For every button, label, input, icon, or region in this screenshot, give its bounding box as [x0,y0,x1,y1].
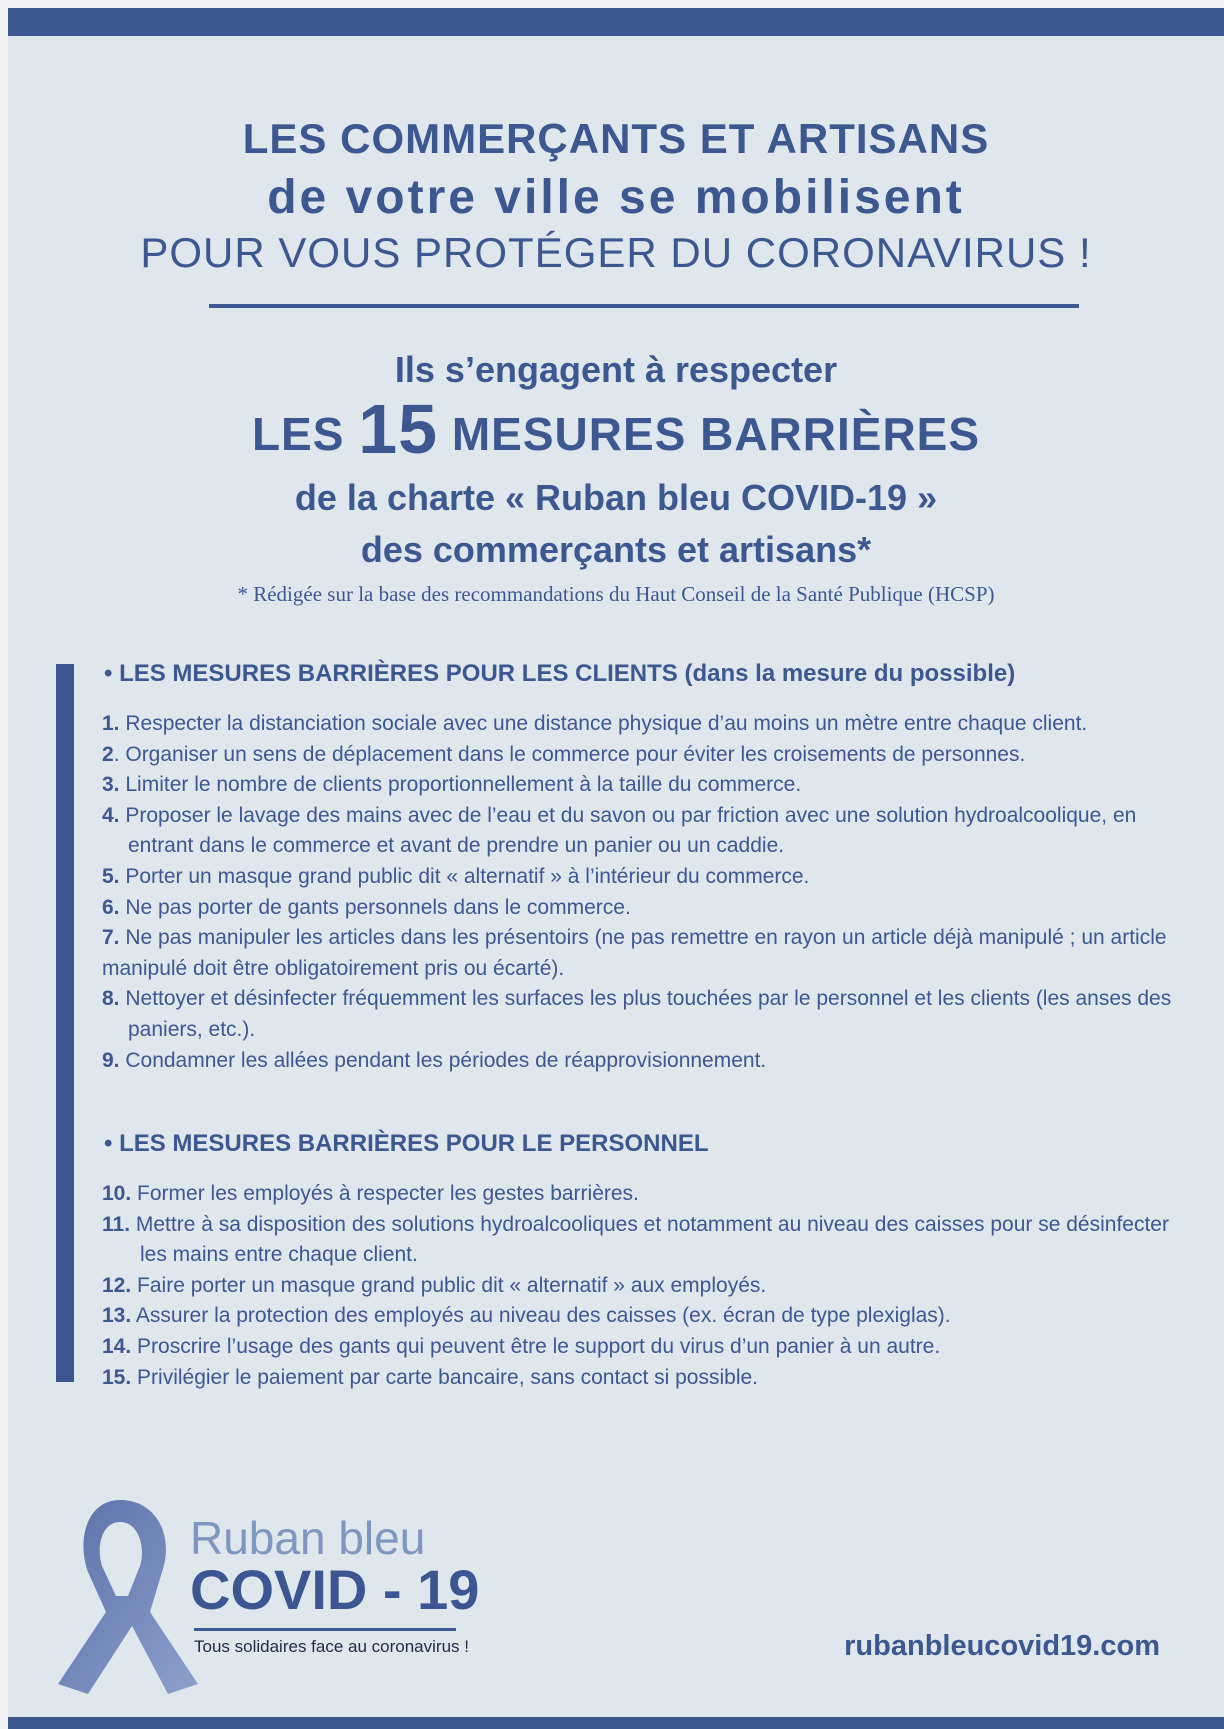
headline-line-3: POUR VOUS PROTÉGER DU CORONAVIRUS ! [140,229,1092,276]
list-item: 8. Nettoyer et désinfecter fréquemment les surfaces les plus touchées par le personnel et les clients (les anses des paniers, etc.). [102,987,1172,1041]
list-item: 14. Proscrire l’usage des gants qui peuvent être le support du virus d’un panier à un autre. [102,1334,941,1358]
list-item: 3. Limiter le nombre de clients proportionnellement à la taille du commerce. [102,773,802,797]
subheadline-suffix: MESURES BARRIÈRES [451,408,981,460]
logo-tagline: Tous solidaires face au coronavirus ! [194,1637,469,1656]
measures-count: 15 [358,390,439,468]
logo-divider [194,1628,456,1631]
headline-divider [209,304,1079,308]
flyer-page [8,8,1224,1729]
list-item: 1. Respecter la distanciation sociale avec une distance physique d’au moins un mètre entre chaque client. [102,712,1088,735]
clients-measures-list [102,709,1192,1076]
section-accent-bar [56,664,74,1382]
headline-line-2: de votre ville se mobilisent [267,171,965,224]
subheadline-prefix: LES [251,408,345,460]
subheadline-line-2 [8,390,1224,469]
subheadline-line-1: Ils s’engagent à respecter [394,349,838,390]
logo-wordmark-top: Ruban bleu [190,1512,426,1564]
bottom-banner-bar [8,1717,1224,1729]
list-item: 5. Porter un masque grand public dit « alternatif » à l’intérieur du commerce. [102,864,810,888]
list-item: 7. Ne pas manipuler les articles dans les présentoirs (ne pas remettre en rayon un article déjà manipulé ; un article manipulé doit être obligatoirement pris ou écarté). [102,926,1167,980]
list-item: 9. Condamner les allées pendant les périodes de réapprovisionnement. [102,1048,767,1072]
subheadline-line-4: des commerçants et artisans* [360,529,872,570]
staff-measures-list [102,1179,1192,1393]
list-item: 2. Organiser un sens de déplacement dans le commerce pour éviter les croisements de personnes. [102,742,1026,766]
list-item: 10. Former les employés à respecter les gestes barrières. [102,1182,639,1205]
website-link[interactable]: rubanbleucovid19.com [844,1630,1160,1662]
list-item: 6. Ne pas porter de gants personnels dans le commerce. [102,895,631,919]
list-item: 11. Mettre à sa disposition des solutions hydroalcooliques et notamment au niveau des caisses pour se désinfecter les mains entre chaque client. [102,1212,1169,1267]
list-item: 15. Privilégier le paiement par carte bancaire, sans contact si possible. [102,1365,759,1389]
subheadline-line-3: de la charte « Ruban bleu COVID-19 » [294,477,938,518]
list-item: 12. Faire porter un masque grand public dit « alternatif » aux employés. [102,1273,767,1297]
staff-section-title: • LES MESURES BARRIÈRES POUR LE PERSONNEL [104,1130,709,1157]
clients-section-title: • LES MESURES BARRIÈRES POUR LES CLIENTS (dans la mesure du possible) [104,660,1016,687]
logo-wordmark-bottom: COVID - 19 [190,1558,480,1621]
top-banner-bar [8,8,1224,36]
list-item: 13. Assurer la protection des employés au niveau des caisses (ex. écran de type plexiglas). [102,1304,951,1328]
headline-line-1: LES COMMERÇANTS ET ARTISANS [242,115,990,162]
list-item: 4. Proposer le lavage des mains avec de l’eau et du savon ou par friction avec une solution hydroalcoolique, en entrant dans le commerce et avant de prendre un panier ou un caddie. [102,803,1137,858]
footnote: * Rédigée sur la base des recommandations du Haut Conseil de la Santé Publique (HCSP) [237,582,995,606]
